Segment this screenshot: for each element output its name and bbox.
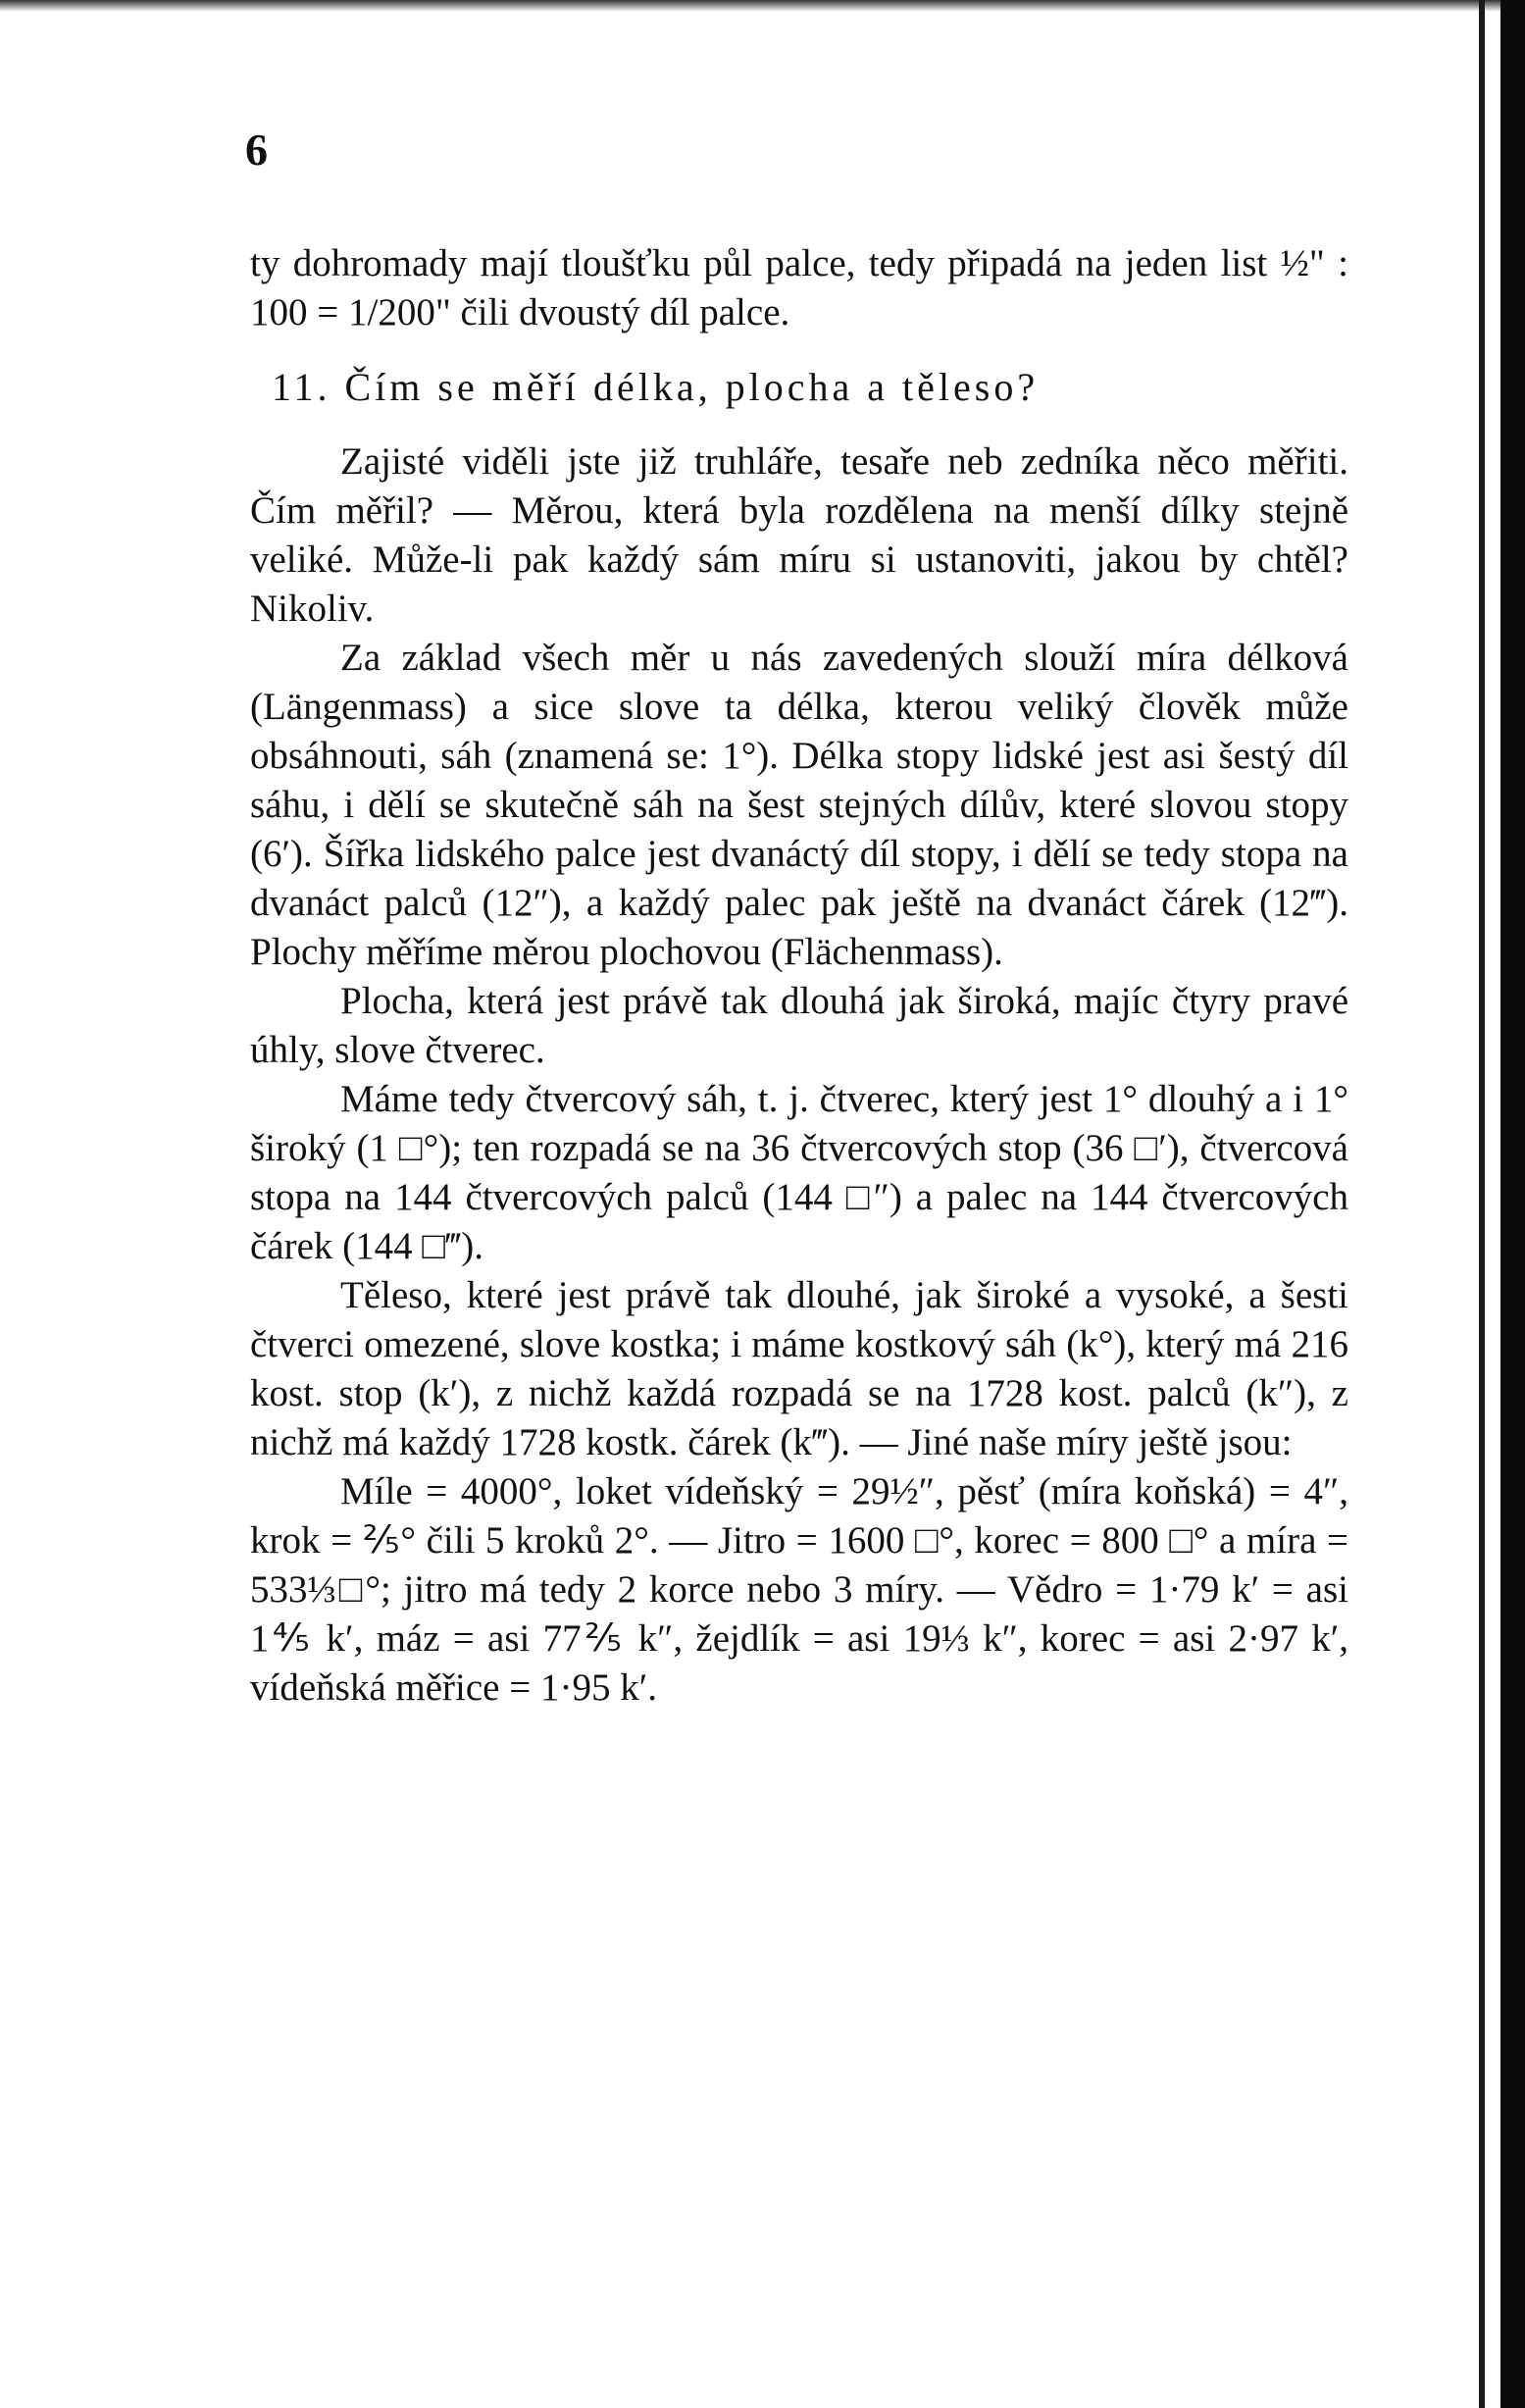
paragraph-other-measures: Míle = 4000°, loket vídeňský = 29½″, pěsť (míra koňská) = 4″, krok = ⅖° čili 5 kroků 2°. — Jitro = 1600 □°, korec = 800 □° a míra = 533⅓□°; jitro má tedy 2 korce nebo 3 míry. — Vědro = 1·79 k′ = asi 1⅘ k′, máz = asi 77⅖ k″, žejdlík = asi 19⅓ k″, korec = asi 2·97 k′, vídeňská měřice = 1·95 k′. xyxy=(250,1470,1348,1709)
page-number: 6 xyxy=(245,125,268,175)
paragraph-square-units: Máme tedy čtvercový sáh, t. j. čtverec, který jest 1° dlouhý a i 1° široký (1 □°); ten rozpadá se na 36 čtvercových stop (36 □′), čtvercová stopa na 144 čtvercových palců (144 □″) a palec na 144 čtvercových čárek (144 □‴). xyxy=(250,1078,1348,1267)
binding-line xyxy=(1479,0,1485,2408)
page-text-block xyxy=(250,239,1348,1713)
paragraph-square-definition: Plocha, která jest právě tak dlouhá jak široká, majíc čtyry pravé úhly, slove čtverec. xyxy=(250,980,1348,1071)
paragraph-cube-units: Těleso, které jest právě tak dlouhé, jak široké a vysoké, a šesti čtverci omezené, slove kostka; i máme kostkový sáh (k°), který má 216 kost. stop (k′), z nichž každá rozpadá se na 1728 kost. palců (k″), z nichž má každý 1728 kostk. čárek (k‴). — Jiné naše míry ještě jsou: xyxy=(250,1274,1348,1463)
paragraph-length-units: Za základ všech měr u nás zavedených slouží míra délková (Längenmass) a sice slove ta délka, kterou veliký člověk může obsáhnouti, sáh (znamená se: 1°). Délka stopy lidské jest asi šestý díl sáhu, i dělí se skutečně sáh na šest stejných dílův, které slovou stopy (6′). Šířka lidského palce jest dvanáctý díl stopy, i dělí se tedy stopa na dvanáct palců (12″), a každý palec pak ještě na dvanáct čárek (12‴). Plochy měříme měrou plochovou (Flächenmass). xyxy=(250,637,1348,973)
section-heading: 11. Čím se měří délka, plocha a těleso? xyxy=(272,365,1040,409)
paragraph-continuation: ty dohromady mají tloušťku půl palce, tedy připadá na jeden list ½" : 100 = 1/200" čili dvoustý díl palce. xyxy=(250,242,1348,333)
scan-edge xyxy=(1500,0,1525,2408)
paragraph-measuring-intro: Zajisté viděli jste již truhláře, tesaře neb zedníka něco měřiti. Čím měřil? — Měrou, která byla rozdělena na menší dílky stejně veliké. Může-li pak každý sám míru si ustanoviti, jakou by chtěl? Nikoliv. xyxy=(250,440,1348,630)
page-top-edge xyxy=(0,0,1500,12)
